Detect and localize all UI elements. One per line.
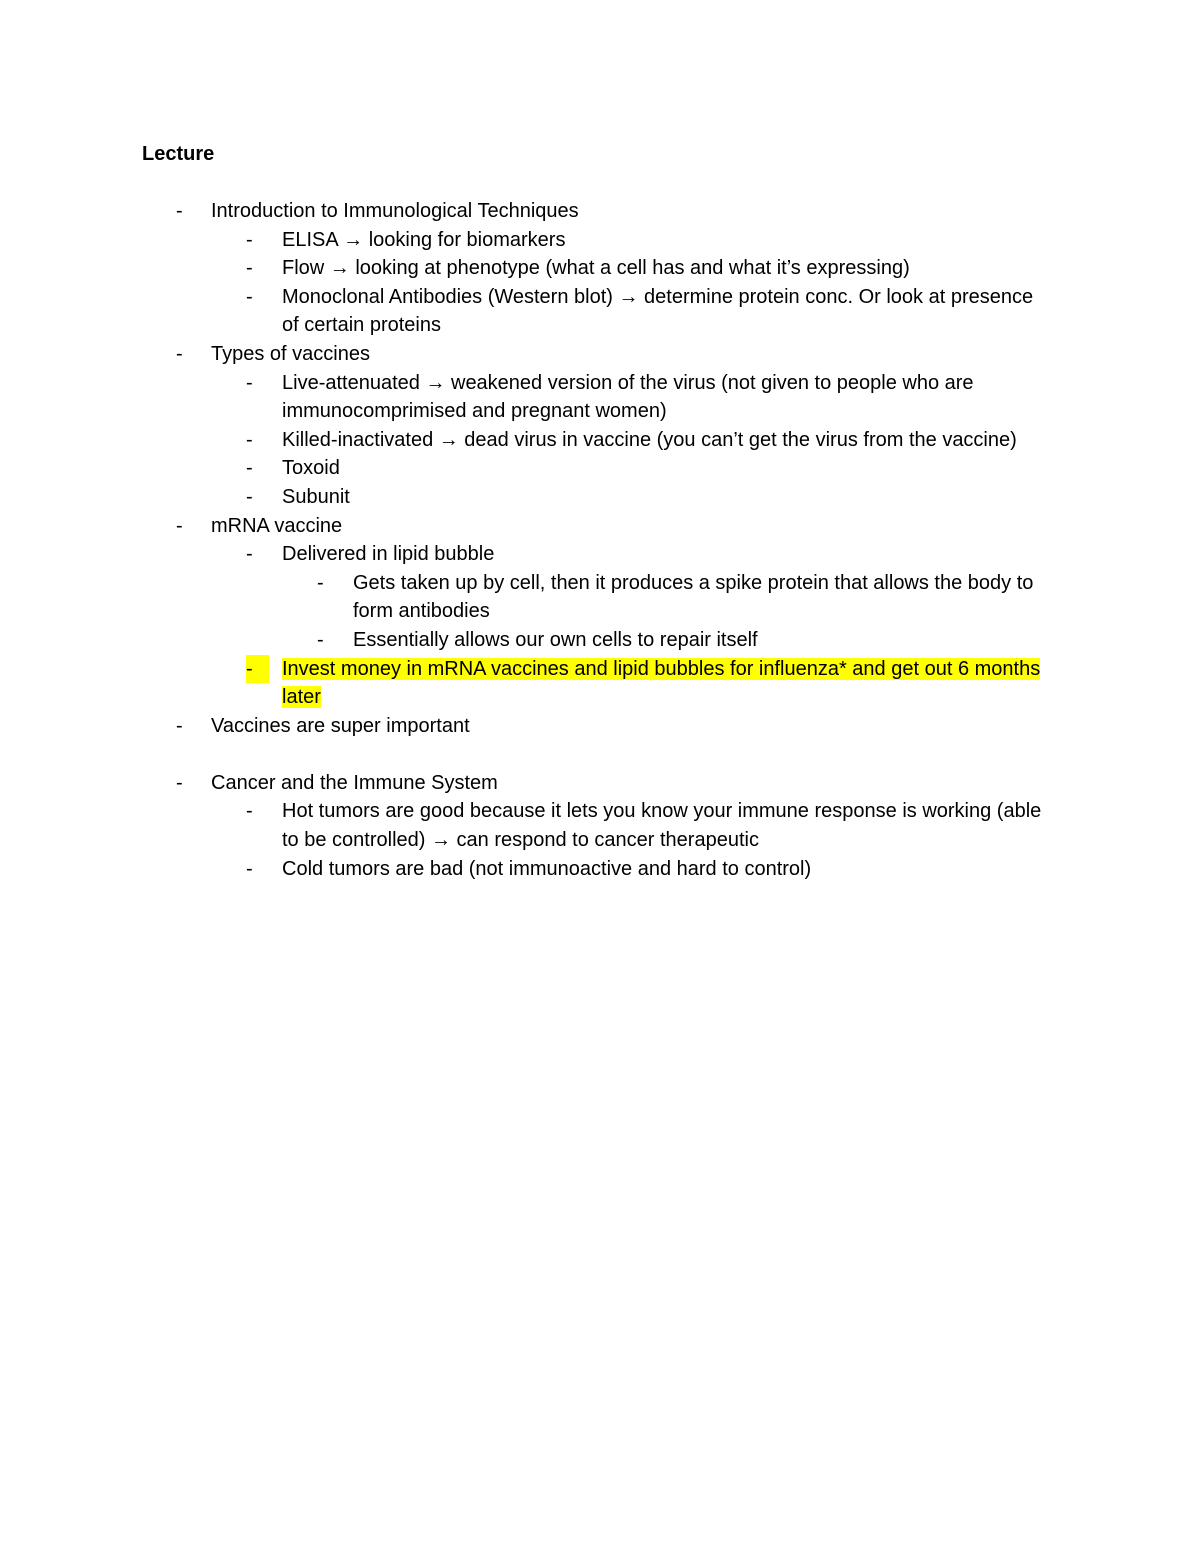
bullet-dash: -: [176, 714, 183, 737]
highlighted-list-item: [0, 655, 1200, 712]
list-item-text: Gets taken up by cell, then it produces a spike protein that allows the body to form antibodies: [353, 571, 1034, 623]
list-item-text: Hot tumors are good because it lets you know your immune response is working (able to be controlled) → can respond to cancer therapeutic: [282, 800, 1042, 852]
page-title: Lecture: [142, 143, 215, 165]
list-item-text: Essentially allows our own cells to repair itself: [353, 628, 758, 651]
list-item-text: Toxoid: [282, 457, 340, 480]
list-item-text: [282, 655, 1052, 712]
list-item: [0, 712, 1200, 741]
list-item-text: Vaccines are super important: [211, 714, 470, 737]
list-item-text: Live-attenuated → weakened version of the virus (not given to people who are immunocomprimised and pregnant women): [282, 371, 974, 423]
bullet-dash: -: [246, 228, 253, 251]
bullet-dash: -: [246, 800, 253, 823]
list-item: [0, 369, 1200, 426]
highlight-span: Invest money in mRNA vaccines and lipid bubbles for influenza* and get out 6 months later: [282, 657, 1041, 709]
list-item-text: Subunit: [282, 485, 350, 508]
list-item: [0, 512, 1200, 541]
list-item-text: Types of vaccines: [211, 342, 370, 365]
bullet-dash: -: [176, 342, 183, 365]
list-item-text: Monoclonal Antibodies (Western blot) → determine protein conc. Or look at presence of certain proteins: [282, 285, 1034, 337]
list-item: [0, 254, 1200, 283]
list-item: [0, 797, 1200, 854]
list-spacer: [0, 740, 1200, 769]
list-item-text: Cancer and the Immune System: [211, 771, 498, 794]
list-item-text: Flow → looking at phenotype (what a cell has and what it’s expressing): [282, 257, 910, 280]
list-item: [0, 769, 1200, 798]
bullet-dash: -: [246, 857, 253, 880]
list-item-text: Delivered in lipid bubble: [282, 543, 495, 566]
bullet-dash: -: [176, 200, 183, 222]
bullet-dash: -: [317, 628, 324, 651]
list-item: [0, 283, 1200, 340]
list-item: [0, 540, 1200, 569]
list-item-text: ELISA → looking for biomarkers: [282, 228, 566, 251]
bullet-dash: -: [246, 457, 253, 480]
bullet-dash: -: [246, 485, 253, 508]
list-item: [0, 569, 1200, 626]
bullet-dash: -: [246, 543, 253, 566]
list-item: [0, 226, 1200, 255]
list-item: [0, 426, 1200, 455]
list-item-text: Killed-inactivated → dead virus in vaccine (you can’t get the virus from the vaccine): [282, 428, 1017, 451]
list-item: [0, 855, 1200, 884]
bullet-dash: -: [246, 655, 269, 684]
list-item: [0, 454, 1200, 483]
bullet-list: [0, 197, 1200, 883]
bullet-dash: -: [246, 285, 253, 308]
bullet-dash: -: [317, 571, 324, 594]
bullet-dash: -: [246, 428, 253, 451]
bullet-dash: -: [246, 257, 253, 280]
bullet-dash: -: [246, 371, 253, 394]
list-item: [0, 197, 1200, 226]
list-item: [0, 626, 1200, 655]
list-item-text: Cold tumors are bad (not immunoactive and hard to control): [282, 857, 812, 880]
list-item: [0, 483, 1200, 512]
bullet-dash: -: [176, 514, 183, 537]
list-item: [0, 340, 1200, 369]
list-item-text: mRNA vaccine: [211, 514, 343, 537]
list-item-text: Introduction to Immunological Techniques: [211, 200, 579, 222]
bullet-dash: -: [176, 771, 183, 794]
